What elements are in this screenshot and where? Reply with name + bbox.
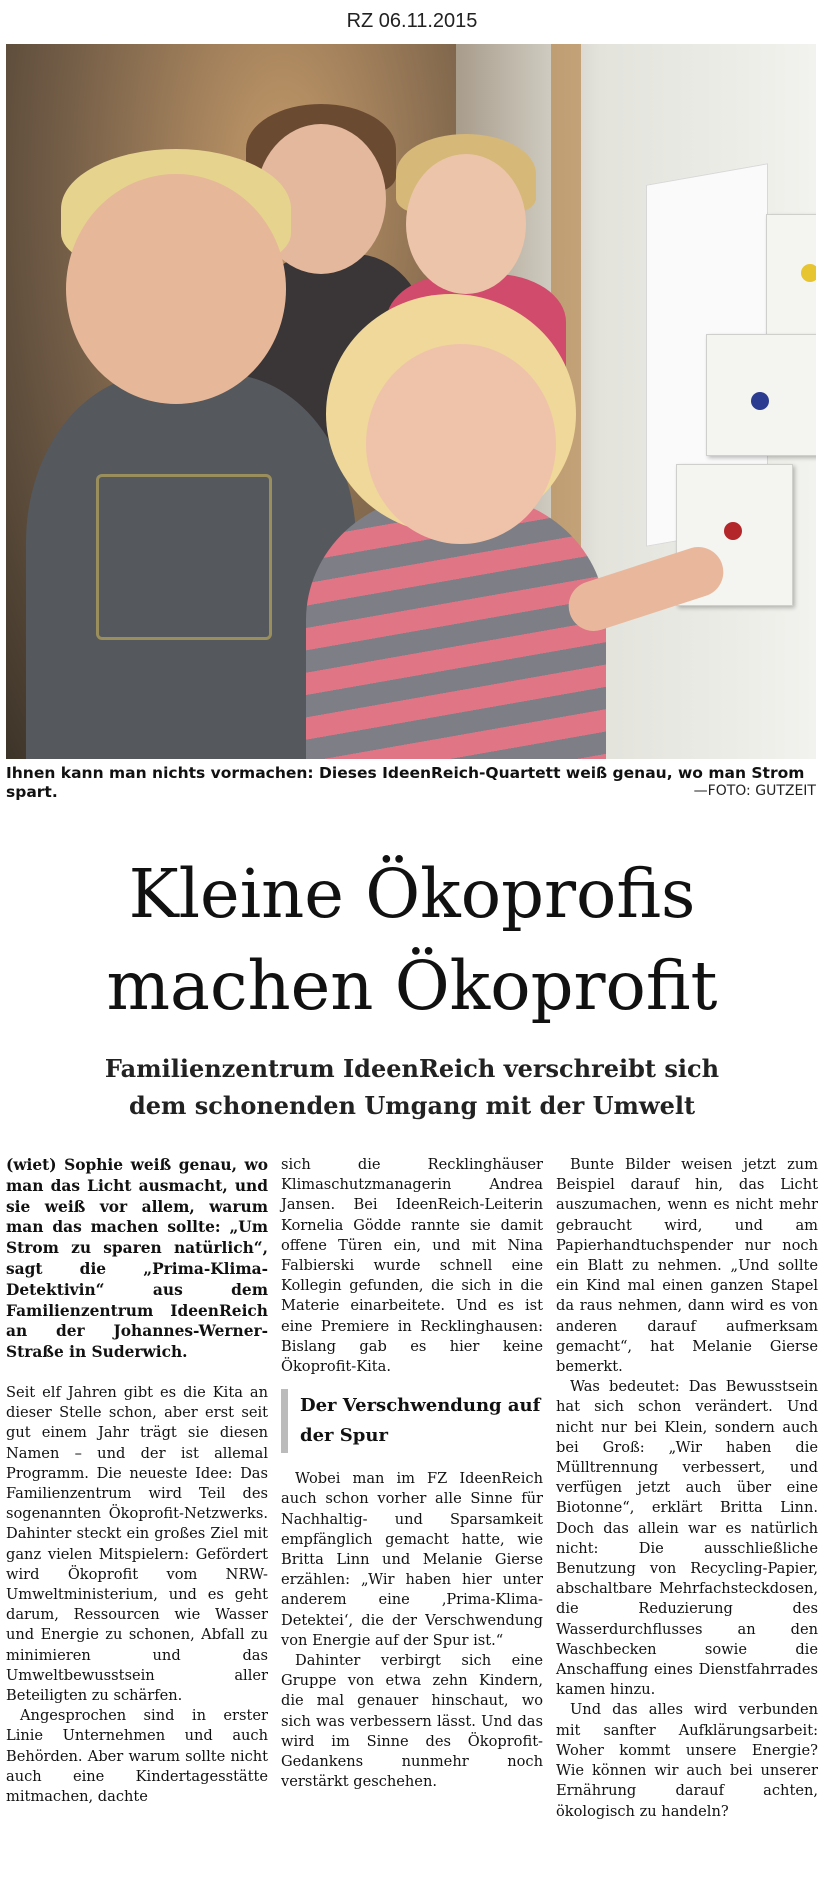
subheadline-line-1: Familienzentrum IdeenReich verschreibt sich: [104, 1054, 720, 1083]
photo-child-1-face: [66, 174, 286, 404]
article-column-3: [556, 1155, 818, 1822]
photo-caption: Ihnen kann man nichts vormachen: Dieses IdeenReich-Quartett weiß genau, wo man Strom spart.: [6, 764, 805, 801]
article-paragraph: Und das alles wird verbunden mit sanfter Aufklärungsarbeit: Woher kommt unsere Energie? Wie können wir auch bei unserer Ernährung darauf achten, ökologisch zu handeln?: [556, 1701, 818, 1820]
article-subhead: Der Verschwendung auf der Spur: [281, 1389, 543, 1453]
subheadline-line-2: dem schonenden Umgang mit der Umwelt: [128, 1091, 696, 1120]
headline-line-1: Kleine Ökoprofis: [128, 855, 696, 933]
article-headline: [0, 848, 824, 1032]
article-paragraph: Angesprochen sind in erster Linie Unternehmen und auch Behörden. Aber warum sollte nicht auch eine Kindertagesstätte mitmachen, dachte: [6, 1707, 268, 1806]
photo-shirt-print: [96, 474, 272, 640]
article-paragraph: Seit elf Jahren gibt es die Kita an dieser Stelle schon, aber erst seit gut einem Jahr trägt sie diesen Namen – und der ist allemal Programm. Die neueste Idee: Das Familienzentrum wird Teil des sogenannten Ökoprofit-Netzwerks. Dahinter steckt ein großes Ziel mit ganz vielen Mitspielern: Gefördert wird Ökoprofit vom NRW-Umweltministerium, und es geht darum, Ressourcen wie Wasser und Energie zu schonen, Abfall zu minimieren und das Umweltbewusstsein aller Beteiligten zu schärfen.: [6, 1383, 268, 1705]
article-lead: (wiet) Sophie weiß genau, wo man das Licht ausmacht, und sie weiß vor allem, warum man das machen sollte: „Um Strom zu sparen natürlich“, sagt die „Prima-Klima-Detektivin“ aus dem Familienzentrum IdeenReich an der Johannes-Werner-Straße in Suderwich.: [6, 1156, 268, 1362]
photo-child-4-face: [366, 344, 556, 544]
article-photo: [6, 44, 816, 759]
photo-red-sticker: [724, 522, 742, 540]
headline-line-2: machen Ökoprofit: [106, 947, 718, 1025]
article-paragraph: Bunte Bilder weisen jetzt zum Beispiel darauf hin, das Licht auszumachen, wenn es nicht mehr gebraucht wird, und am Papierhandtuchspender nur noch ein Blatt zu nehmen. „Und sollte ein Kind mal einen ganzen Stapel da raus nehmen, dann wird es von anderen darauf aufmerksam gemacht“, hat Melanie Gierse bemerkt.: [556, 1156, 818, 1376]
article-subheadline: [0, 1050, 824, 1124]
photo-yellow-sticker: [801, 264, 816, 282]
article-paragraph: sich die Recklinghäuser Klimaschutzmanagerin Andrea Jansen. Bei IdeenReich-Leiterin Kornelia Gödde rannte sie damit offene Türen ein, und mit Nina Falbierski wurde schnell eine Kollegin gefunden, die sich in die Materie einarbeitete. Und es ist eine Premiere in Recklinghausen: Bislang gab es hier keine Ökoprofit-Kita.: [281, 1156, 543, 1376]
article-paragraph: Was bedeutet: Das Bewusstsein hat sich schon verändert. Und nicht nur bei Klein, sondern auch bei Groß: „Wir haben die Mülltrennung verbessert, und verfügen jetzt auch über eine Biotonne“, erklärt Britta Linn. Doch das allein war es natürlich nicht: Die ausschließliche Benutzung von Recycling-Papier, abschaltbare Mehrfachsteckdosen, die Reduzierung des Wasserdurchflusses an den Waschbecken sowie die Anschaffung eines Dienstfahrrades kamen hinzu.: [556, 1378, 818, 1699]
newspaper-date: RZ 06.11.2015: [346, 10, 478, 32]
article-paragraph: Wobei man im FZ IdeenReich auch schon vorher alle Sinne für Nachhaltig- und Sparsamkeit empfänglich gemacht hatte, wie Britta Linn und Melanie Gierse erzählen: „Wir haben hier unter anderem eine ‚Prima-Klima-Detektei‘, die der Verschwendung von Energie auf der Spur ist.“: [281, 1470, 543, 1649]
article-column-1: [6, 1155, 268, 1807]
photo-blue-sticker: [751, 392, 769, 410]
photo-child-3-face: [406, 154, 526, 294]
photo-credit: —FOTO: GUTZEIT: [693, 783, 816, 799]
article-paragraph: Dahinter verbirgt sich eine Gruppe von etwa zehn Kindern, die mal genauer hinschaut, wo sich was verbessern lässt. Und das wird im Sinne des Ökoprofit-Gedankens nunmehr noch verstärkt geschehen.: [281, 1652, 543, 1791]
article-column-2: [281, 1155, 543, 1792]
